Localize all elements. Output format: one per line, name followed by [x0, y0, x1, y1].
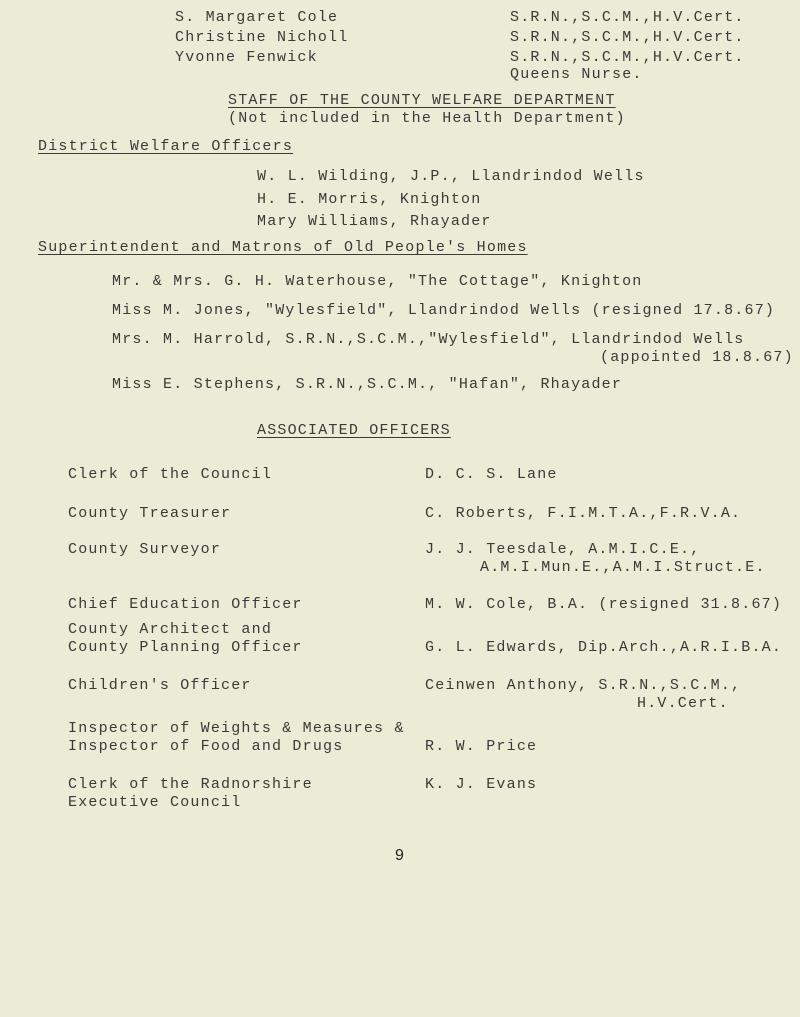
officer-name: Ceinwen Anthony, S.R.N.,S.C.M.,: [425, 677, 742, 694]
home-entry: Mrs. M. Harrold, S.R.N.,S.C.M.,"Wylesfield", Llandrindod Wells: [112, 331, 745, 348]
officer-name: K. J. Evans: [425, 776, 538, 793]
officer-name: D. C. S. Lane: [425, 466, 558, 483]
home-entry-note: (appointed 18.8.67): [600, 349, 794, 366]
nurse-name: Yvonne Fenwick: [175, 49, 318, 66]
officer-name: J. J. Teesdale, A.M.I.C.E.,: [425, 541, 701, 558]
district-officer: H. E. Morris, Knighton: [257, 191, 482, 208]
home-entry: Miss M. Jones, "Wylesfield", Llandrindod Wells (resigned 17.8.67): [112, 302, 776, 319]
nurse-quals: S.R.N.,S.C.M.,H.V.Cert.: [510, 49, 745, 66]
nurse-name: S. Margaret Cole: [175, 9, 339, 26]
nurse-quals: S.R.N.,S.C.M.,H.V.Cert.: [510, 29, 745, 46]
home-entry: Miss E. Stephens, S.R.N.,S.C.M., "Hafan", Rhayader: [112, 376, 623, 393]
nurse-name: Christine Nicholl: [175, 29, 349, 46]
officer-name-cont: A.M.I.Mun.E.,A.M.I.Struct.E.: [480, 559, 766, 576]
home-entry: Mr. & Mrs. G. H. Waterhouse, "The Cottage", Knighton: [112, 273, 643, 290]
role: Children's Officer: [68, 677, 252, 694]
district-officer: Mary Williams, Rhayader: [257, 213, 492, 230]
welfare-subheading: (Not included in the Health Department): [228, 110, 626, 127]
role: Inspector of Weights & Measures &: [68, 720, 405, 737]
role: County Treasurer: [68, 505, 232, 522]
role: County Surveyor: [68, 541, 222, 558]
nurse-extra: Queens Nurse.: [510, 66, 643, 83]
page-number: 9: [395, 847, 404, 864]
officer-name: G. L. Edwards, Dip.Arch.,A.R.I.B.A.: [425, 639, 783, 656]
officer-name: C. Roberts, F.I.M.T.A.,F.R.V.A.: [425, 505, 742, 522]
role: Clerk of the Council: [68, 466, 273, 483]
officer-name: R. W. Price: [425, 738, 538, 755]
role-cont: County Planning Officer: [68, 639, 303, 656]
district-heading: District Welfare Officers: [38, 138, 294, 155]
officer-name: M. W. Cole, B.A. (resigned 31.8.67): [425, 596, 783, 613]
role: Chief Education Officer: [68, 596, 303, 613]
role: County Architect and: [68, 621, 273, 638]
role-cont: Inspector of Food and Drugs: [68, 738, 344, 755]
district-officer: W. L. Wilding, J.P., Llandrindod Wells: [257, 168, 645, 185]
role: Clerk of the Radnorshire: [68, 776, 313, 793]
nurse-quals: S.R.N.,S.C.M.,H.V.Cert.: [510, 9, 745, 26]
welfare-heading: STAFF OF THE COUNTY WELFARE DEPARTMENT: [228, 92, 616, 109]
officer-name-cont: H.V.Cert.: [637, 695, 729, 712]
role-cont: Executive Council: [68, 794, 242, 811]
homes-heading: Superintendent and Matrons of Old People's Homes: [38, 239, 528, 256]
associated-heading: ASSOCIATED OFFICERS: [257, 422, 451, 439]
